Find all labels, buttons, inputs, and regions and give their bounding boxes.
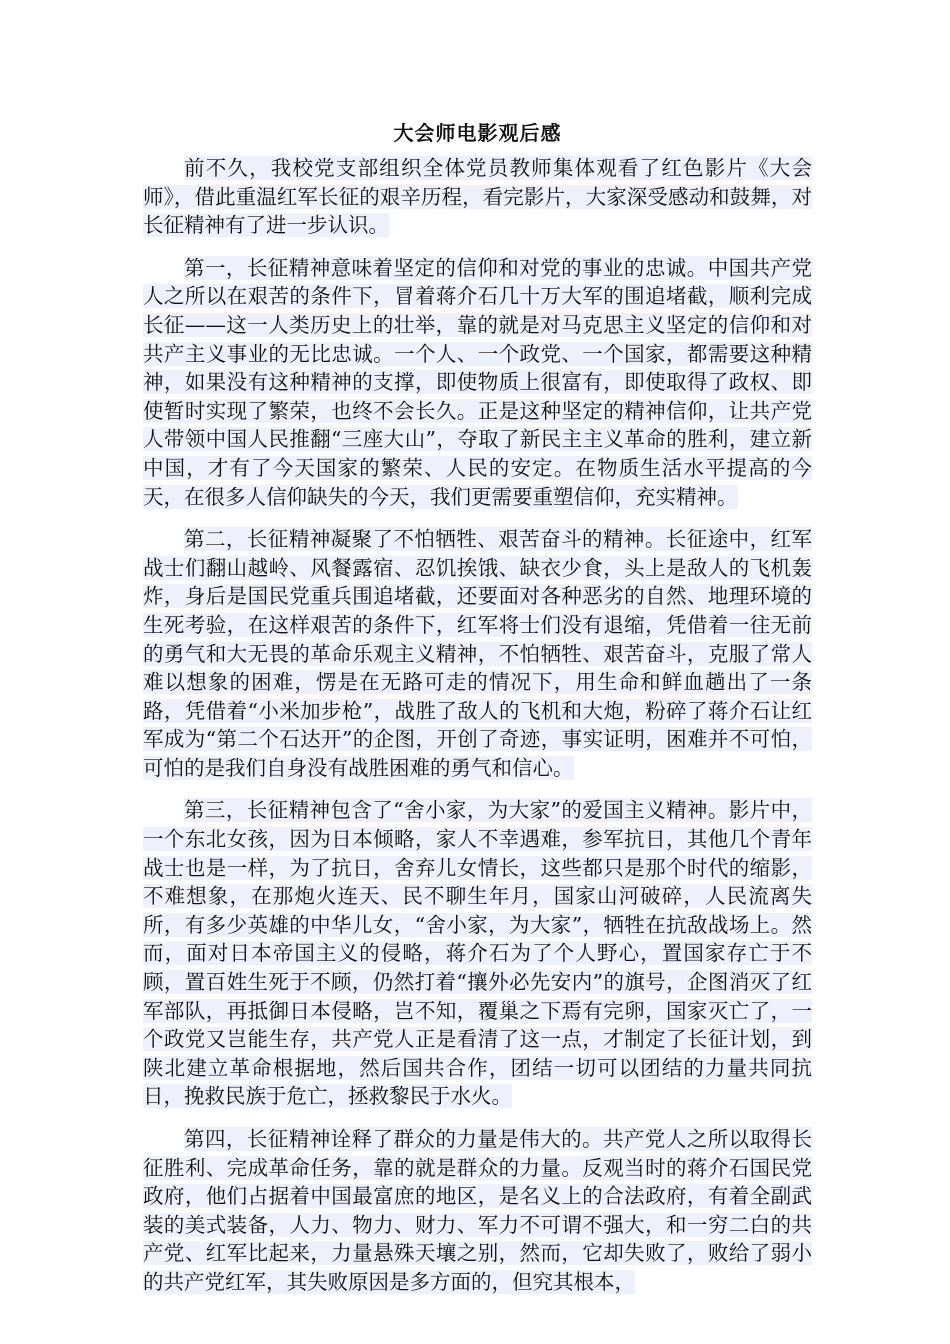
- paragraph-third-point-text: 第三，长征精神包含了“舍小家，为大家”的爱国主义精神。影片中，一个东北女孩，因为日本倾略，家人不幸遇难，参军抗日，其他几个青年战士也是一样，为了抗日，舍弃儿女情长，这些都只是那个时代的缩影，不难想象，在那炮火连天、民不聊生年月，国家山河破碎，人民流离失所，有多少英雄的中华儿女，“舍小家，为大家”，牺牲在抗敌战场上。然而，面对日本帝国主义的侵略，蒋介石为了个人野心，置国家存亡于不顾，置百姓生死于不顾，仍然打着“攘外必先安内”的旗号，企图消灭了红军部队，再抵御日本侵略，岂不知，覆巢之下焉有完卵，国家灭亡了，一个政党又岂能生存，共产党人正是看清了这一点，才制定了长征计划，到陕北建立革命根据地，然后国共合作，团结一切可以团结的力量共同抗日，挽救民族于危亡，拯救黎民于水火。: [143, 798, 812, 1109]
- paragraph-third-point: [143, 796, 812, 1111]
- paragraph-first-point: [143, 254, 812, 511]
- paragraph-intro-text: 前不久，我校党支部组织全体党员教师集体观看了红色影片《大会师》，借此重温红军长征的艰辛历程，看完影片，大家深受感动和鼓舞，对长征精神有了进一步认识。: [143, 156, 812, 238]
- paragraph-second-point: [143, 525, 812, 782]
- paragraph-first-point-text: 第一，长征精神意味着坚定的信仰和对党的事业的忠诚。中国共产党人之所以在艰苦的条件下，冒着蒋介石几十万大军的围追堵截，顺利完成长征——这一人类历史上的壮举，靠的就是对马克思主义坚定的信仰和对共产主义事业的无比忠诚。一个人、一个政党、一个国家，都需要这种精神，如果没有这种精神的支撑，即使物质上很富有，即使取得了政权、即使暂时实现了繁荣，也终不会长久。正是这种坚定的精神信仰，让共产党人带领中国人民推翻“三座大山”，夺取了新民主主义革命的胜利，建立新中国，才有了今天国家的繁荣、人民的安定。在物质生活水平提高的今天，在很多人信仰缺失的今天，我们更需要重塑信仰，充实精神。: [143, 255, 812, 509]
- paragraph-fourth-point: [143, 1125, 812, 1297]
- paragraph-intro: [143, 154, 812, 240]
- document-title: 大会师电影观后感: [393, 121, 562, 145]
- paragraph-fourth-point-text: 第四，长征精神诠释了群众的力量是伟大的。共产党人之所以取得长征胜利、完成革命任务，靠的就是群众的力量。反观当时的蒋介石国民党政府，他们占据着中国最富庶的地区，是名义上的合法政府，有着全副武装的美式装备，人力、物力、财力、军力不可谓不强大，和一穷二白的共产党、红军比起来，力量悬殊天壤之别，然而，它却失败了，败给了弱小的共产党红军，其失败原因是多方面的，但究其根本，: [143, 1127, 812, 1294]
- paragraph-second-point-text: 第二，长征精神凝聚了不怕牺牲、艰苦奋斗的精神。长征途中，红军战士们翻山越岭、风餐露宿、忍饥挨饿、缺衣少食，头上是敌人的飞机轰炸，身后是国民党重兵围追堵截，还要面对各种恶劣的自然、地理环境的生死考验，在这样艰苦的条件下，红军将士们没有退缩，凭借着一往无前的勇气和大无畏的革命乐观主义精神，不怕牺牲、艰苦奋斗，克服了常人难以想象的困难，愣是在无路可走的情况下，用生命和鲜血趟出了一条路，凭借着“小米加步枪”，战胜了敌人的飞机和大炮，粉碎了蒋介石让红军成为“第二个石达开”的企图，开创了奇迹，事实证明，困难并不可怕，可怕的是我们自身没有战胜困难的勇气和信心。: [143, 527, 812, 780]
